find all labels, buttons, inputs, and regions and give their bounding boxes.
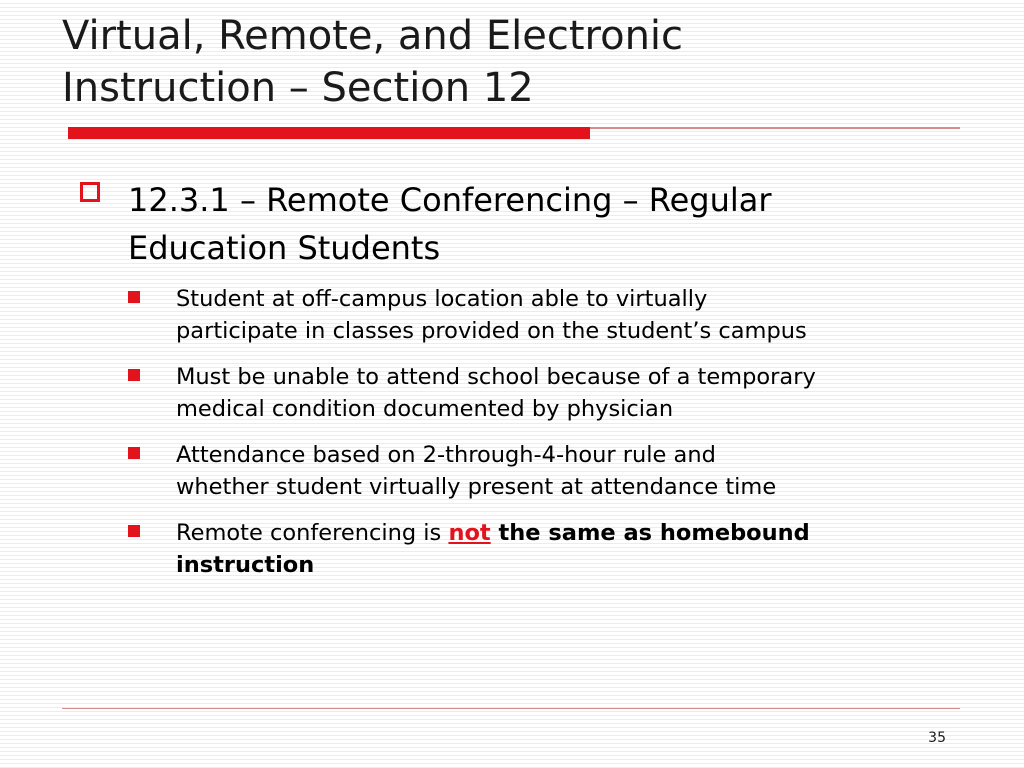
sub-bullet-text bbox=[176, 361, 958, 425]
sub-bullet-4-bold-line-1: the same as homebound bbox=[490, 520, 810, 546]
sub-bullet-item bbox=[128, 283, 958, 347]
filled-square-icon bbox=[128, 525, 140, 537]
main-bullet-text bbox=[128, 176, 968, 272]
sub-bullet-item bbox=[128, 439, 958, 503]
footer-divider-rule bbox=[62, 708, 960, 709]
slide-title-line-1: Virtual, Remote, and Electronic bbox=[62, 13, 684, 59]
filled-square-icon bbox=[128, 291, 140, 303]
sub-bullet-text bbox=[176, 283, 958, 347]
sub-bullet-4-prefix: Remote conferencing is bbox=[176, 520, 449, 546]
filled-square-icon bbox=[128, 447, 140, 459]
sub-bullet-item bbox=[128, 361, 958, 425]
emphasis-not: not bbox=[448, 520, 491, 546]
sub-bullet-3-line-2: whether student virtually present at attendance time bbox=[176, 474, 777, 500]
sub-bullet-1-line-2: participate in classes provided on the student’s campus bbox=[176, 318, 807, 344]
sub-bullet-1-line-1: Student at off-campus location able to virtually bbox=[176, 286, 708, 312]
sub-bullet-list bbox=[128, 283, 958, 595]
sub-bullet-text bbox=[176, 517, 958, 581]
sub-bullet-2-line-1: Must be unable to attend school because of a temporary bbox=[176, 364, 816, 390]
sub-bullet-item bbox=[128, 517, 958, 581]
main-bullet-line-1: 12.3.1 – Remote Conferencing – Regular bbox=[128, 181, 772, 219]
filled-square-icon bbox=[128, 369, 140, 381]
main-bullet-line-2: Education Students bbox=[128, 229, 441, 267]
slide-title bbox=[62, 10, 962, 114]
page-number: 35 bbox=[928, 730, 946, 746]
sub-bullet-2-line-2: medical condition documented by physician bbox=[176, 396, 674, 422]
sub-bullet-4-bold-line-2: instruction bbox=[176, 552, 315, 578]
hollow-square-icon bbox=[80, 182, 100, 202]
sub-bullet-text bbox=[176, 439, 958, 503]
sub-bullet-3-line-1: Attendance based on 2-through-4-hour rule and bbox=[176, 442, 716, 468]
title-accent-bar bbox=[68, 127, 590, 139]
slide-title-line-2: Instruction – Section 12 bbox=[62, 65, 534, 111]
title-divider-rule bbox=[590, 127, 960, 129]
